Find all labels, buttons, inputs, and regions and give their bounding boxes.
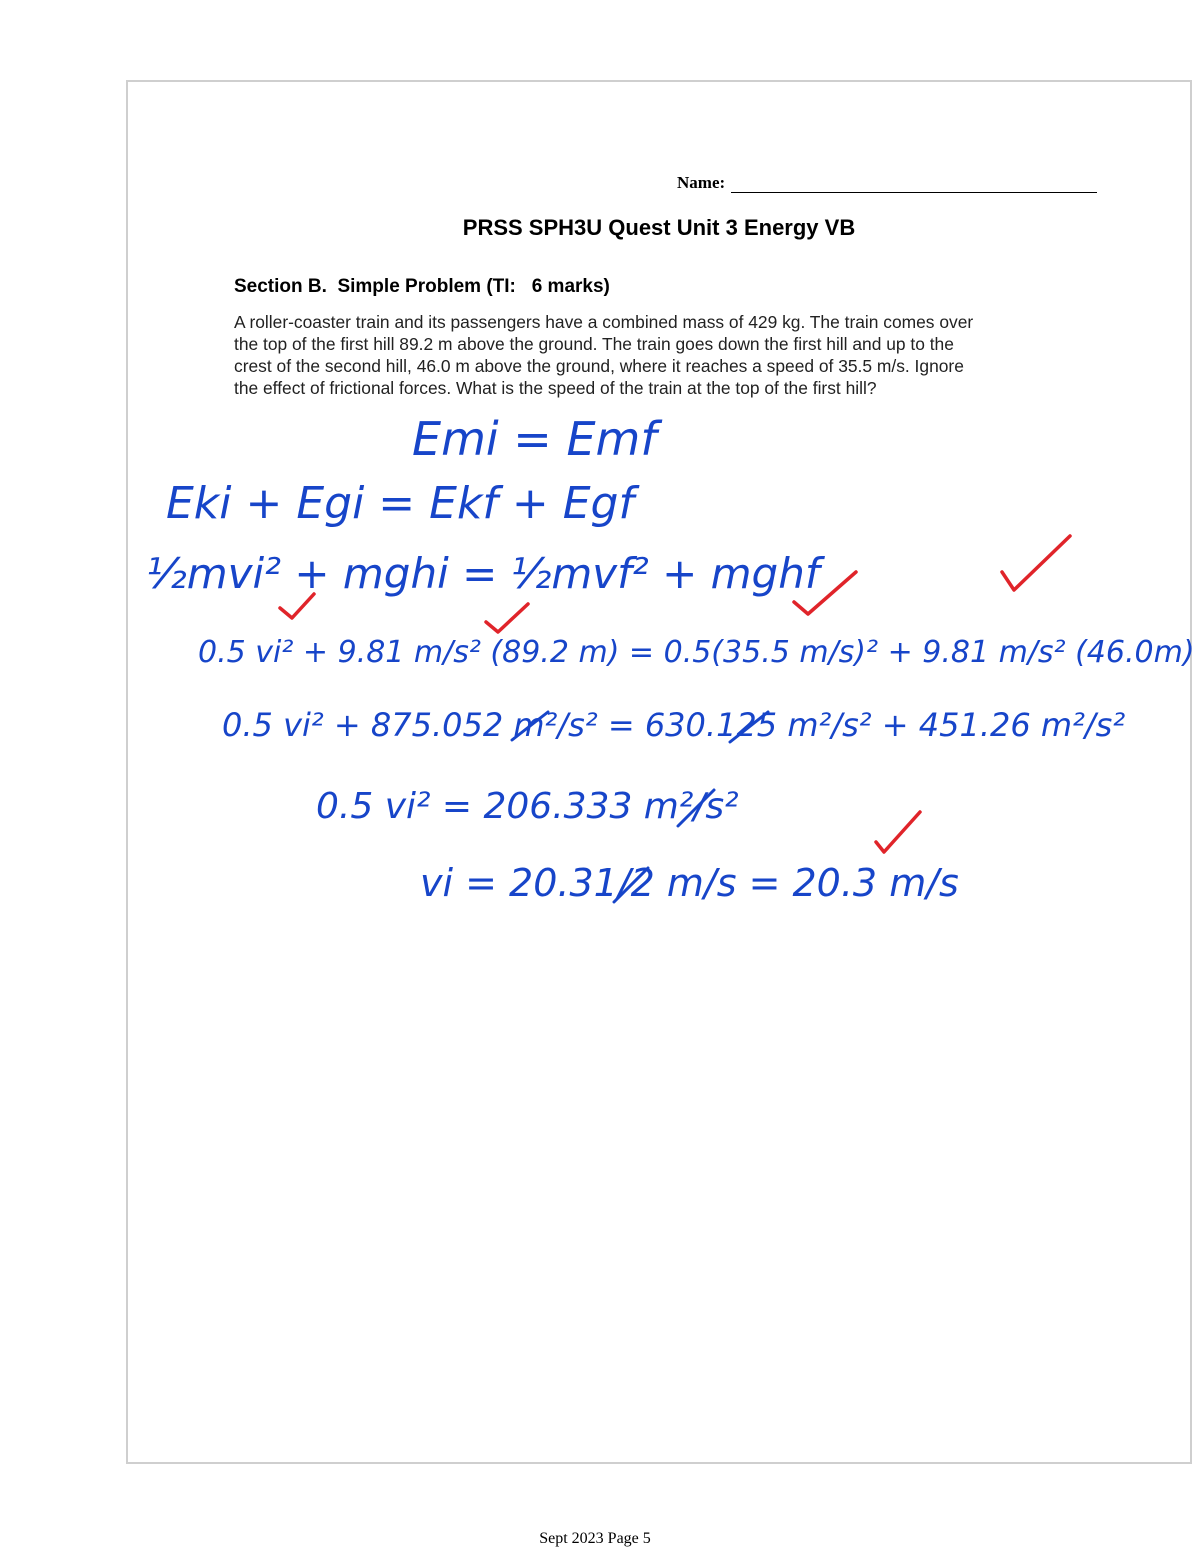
name-label: Name: [677,173,726,192]
problem-line: the effect of frictional forces. What is the speed of the train at the top of the first hill? [234,378,877,398]
check-mark-icon [486,604,528,632]
section-title: Section B. Simple Problem (TI: 6 marks) [234,276,610,297]
problem-line: the top of the first hill 89.2 m above the ground. The train goes down the first hill and up to the [234,334,954,354]
solution-line-1: Emi = Emf [412,412,657,466]
solution-line-7: vi = 20.31/2 m/s = 20.3 m/s [420,861,959,905]
document-title: PRSS SPH3U Quest Unit 3 Energy VB [462,215,856,240]
page-footer: Sept 2023 Page 5 [539,1530,651,1547]
solution-line-6: 0.5 vi² = 206.333 m²/s² [316,786,739,827]
problem-line: crest of the second hill, 46.0 m above the ground, where it reaches a speed of 35.5 m/s. Ignore [234,356,964,376]
check-mark-icon [1002,536,1070,590]
solution-line-3: ½mvi² + mghi = ½mvf² + mghf [146,549,820,598]
solution-line-5: 0.5 vi² + 875.052 m²/s² = 630.125 m²/s² + 451.26 m²/s² [222,706,1126,744]
problem-line: A roller-coaster train and its passengers have a combined mass of 429 kg. The train comes over [234,312,974,332]
solution-line-2: Eki + Egi = Ekf + Egf [166,478,634,529]
solution-line-4: 0.5 vi² + 9.81 m/s² (89.2 m) = 0.5(35.5 m/s)² + 9.81 m/s² (46.0m) [198,635,1195,670]
check-mark-icon [876,812,920,852]
